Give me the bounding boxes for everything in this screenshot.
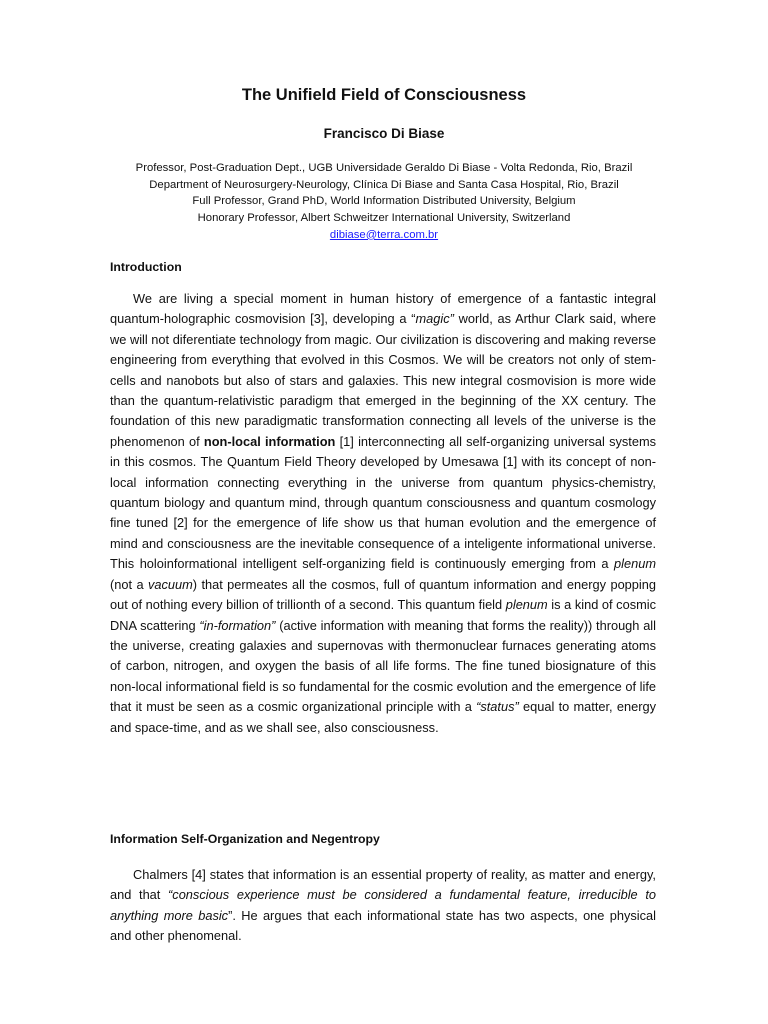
affiliation-line: Department of Neurosurgery-Neurology, Clínica Di Biase and Santa Casa Hospital, Rio, Brazil [149,178,619,191]
text-segment: vacuum [147,576,193,592]
text-segment: plenum [505,597,548,613]
text-segment: world, as Arthur Clark said, where we will not diferentiate technology from magic. Our civilization is discovering and making reverse engineering from everything that evolved in this Cosmos. We will be creators not only of stem-cells and nanobots but also of stars and galaxies. This new integral cosmovision is more wide than the quantum-relativistic paradigm that emerged in the beginning of the XX century. The foundation of this new paradigmatic transformation connecting all levels of the universe is the phenomenon of [110,311,656,449]
section-heading-information: Information Self-Organization and Negentropy [110,832,380,846]
text-segment: [1] interconnecting all self-organizing universal systems in this cosmos. The Quantum Field Theory developed by Umesawa [1] with its concept of non-local information connecting everything in the universe from quantum physics-chemistry, quantum biology and quantum mind, through quantum consciousness and quantum cosmology fine tuned [2] for the emergence of life show us that human evolution and the emergence of mind and consciousness are the inevitable consequence of a inteligente informational universe. This holoinformational intelligent self-organizing field is continuously emerging from a [110,433,656,572]
text-segment: is a kind of cosmic DNA scattering [110,597,656,633]
text-segment: ”. He argues that each informational state has two aspects, one physical and other phenomenal. [110,907,656,944]
introduction-body [110,289,656,738]
text-segment: “conscious experience must be considered a fundamental feature, irreducible to anything more basic [110,887,656,923]
affiliation-line: Full Professor, Grand PhD, World Information Distributed University, Belgium [192,195,576,208]
affiliation-line: Honorary Professor, Albert Schweitzer International University, Switzerland [197,212,571,225]
author-name: Francisco Di Biase [323,126,445,141]
author-email-link[interactable]: dibiase@terra.com.br [329,228,439,241]
text-segment: ) that permeates all the cosmos, full of quantum information and energy popping out of nothing every billion of trillionth of a second. This quantum field [110,576,656,613]
text-segment: equal to matter, energy and space-time, and as we shall see, also consciousness. [110,699,656,735]
affiliations-block [0,160,768,244]
paper-title: The Unifield Field of Consciousness [241,86,527,104]
information-paragraph [110,865,656,947]
text-segment: “in-formation” [199,617,276,633]
affiliation-line: Professor, Post-Graduation Dept., UGB Universidade Geraldo Di Biase - Volta Redonda, Rio, Brazil [135,162,633,174]
text-segment: plenum [614,556,656,572]
information-body [110,865,656,944]
text-segment: Chalmers [4] states that information is an essential property of reality, as matter and energy, and that [110,867,656,903]
text-segment: “status” [476,699,519,715]
text-segment: We are living a special moment in human history of emergence of a fantastic integral quantum-holographic cosmovision [3], developing a “ [110,291,656,327]
text-segment: (not a [110,576,148,592]
section-heading-introduction: Introduction [110,260,182,274]
text-segment: non-local information [203,433,336,449]
introduction-paragraph [110,289,656,738]
text-segment: (active information with meaning that forms the reality)) through all the universe, creating galaxies and supernovas with thermonuclear furnaces generating atoms of carbon, nitrogen, and oxygen the basis of all life forms. The fine tuned biosignature of this non-local informational field is so fundamental for the cosmic evolution and the emergence of life that it must be seen as a cosmic organizational principle with a [110,617,656,715]
text-segment: magic” [415,311,454,327]
